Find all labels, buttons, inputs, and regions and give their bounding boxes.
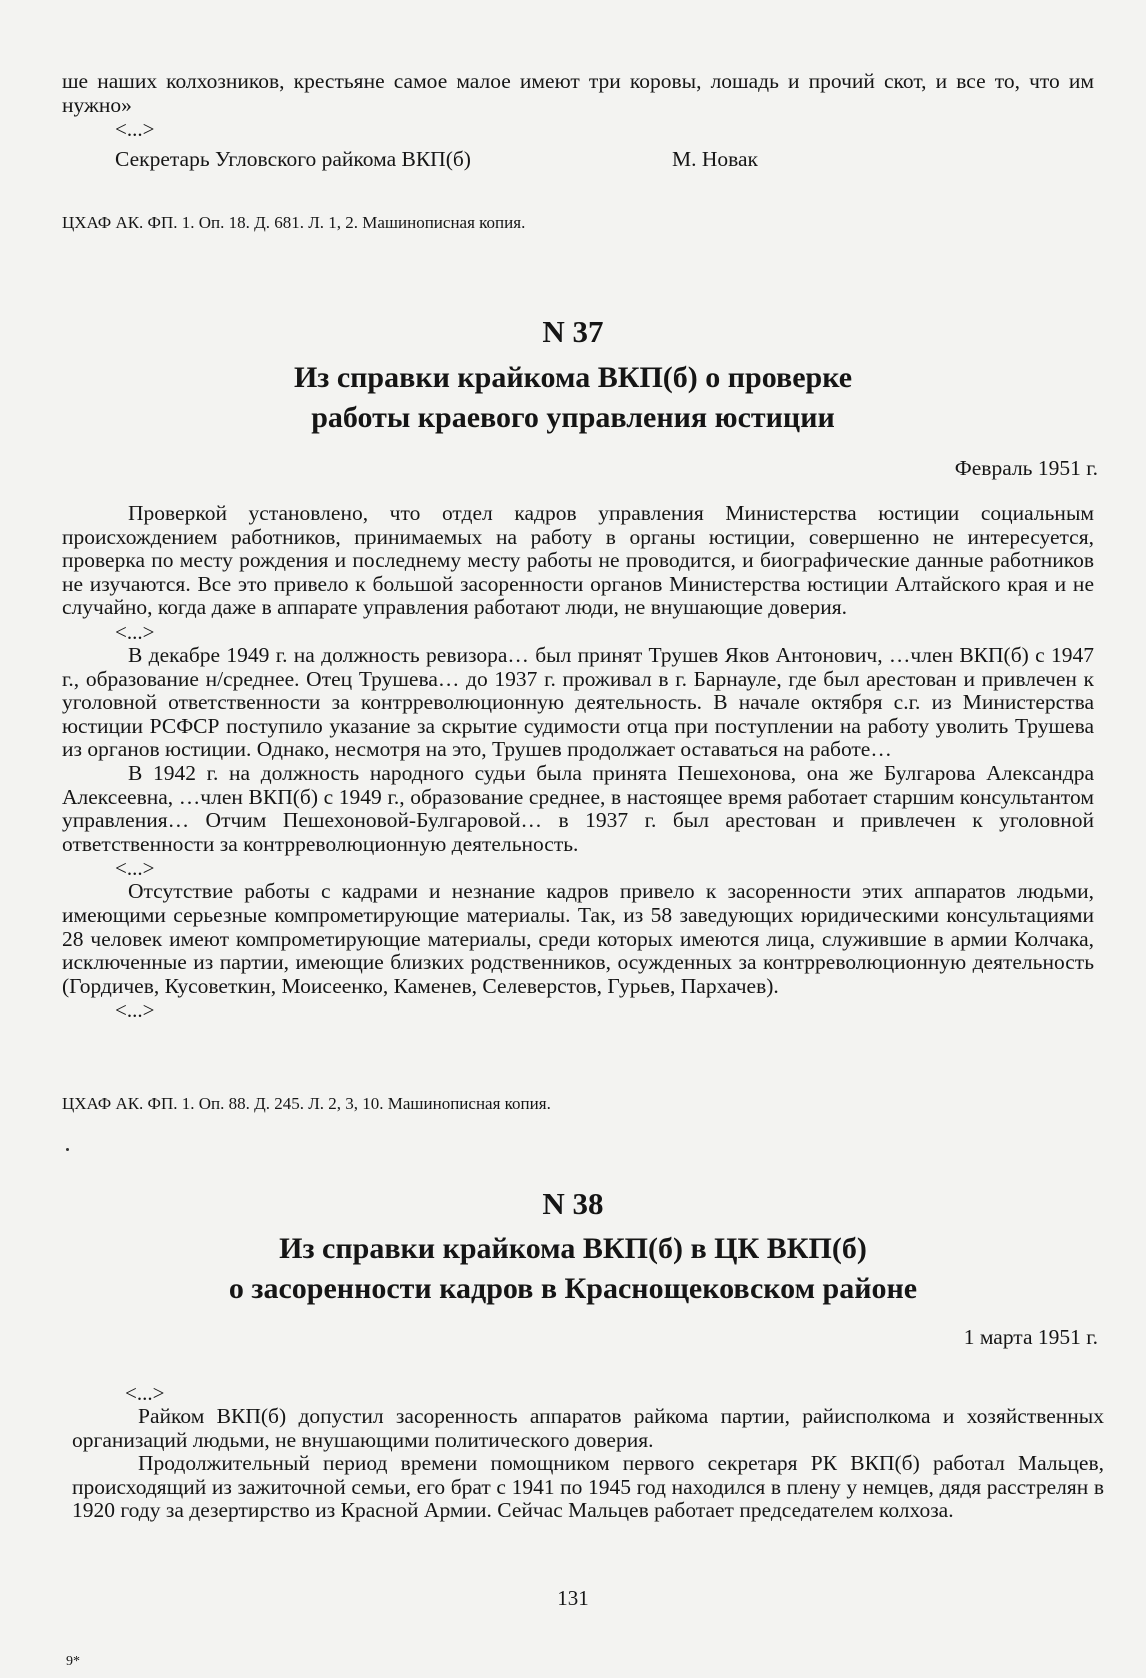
document-body-37: [62, 502, 1094, 1022]
document-body-38: [72, 1381, 1104, 1523]
ellipsis: <...>: [115, 856, 155, 881]
ellipsis: <...>: [115, 998, 155, 1023]
document-title-38-line1: Из справки крайкома ВКП(б) в ЦК ВКП(б): [279, 1232, 867, 1265]
paragraph: Райком ВКП(б) допустил засоренность аппаратов райкома партии, райисполкома и хозяйственных организаций людьми, не внушающими политического доверия.: [72, 1404, 1104, 1452]
signature-name: М. Новак: [672, 147, 758, 172]
document-number-37: N 37: [542, 314, 604, 349]
paragraph: Продолжительный период времени помощником первого секретаря РК ВКП(б) работал Мальцев, происходящий из зажиточной семьи, его брат с 1941 по 1945 год находился в плену у немцев, дядя расстрелян в 1920 году за дезертирство из Красной Армии. Сейчас Мальцев работает председателем колхоза.: [72, 1451, 1104, 1523]
paragraph: В декабре 1949 г. на должность ревизора… был принят Трушев Яков Антонович, …член ВКП(б) с 1947 г., образование н/среднее. Отец Трушева… до 1937 г. проживал в г. Барнауле, где был арестован и привлечен к уголовной ответственности за контрреволюционную деятельность. В начале октября с.г. из Министерства юстиции РСФСР поступило указание за скрытие судимости отца при поступлении на работу уволить Трушева из органов юстиции. Однако, несмотря на это, Трушев продолжает оставаться на работе…: [62, 642, 1094, 762]
ellipsis: <...>: [115, 619, 155, 644]
signature-role: Секретарь Угловского райкома ВКП(б): [115, 147, 471, 172]
document-title-37-line1: Из справки крайкома ВКП(б) о проверке: [293, 361, 853, 394]
paragraph: Проверкой установлено, что отдел кадров управления Министерства юстиции социальным происхождением работников, принимаемых на работу в органы юстиции, совершенно не интересуется, проверка по месту рождения и последнему месту работы не проводится, и биографические данные работников не изучаются. Все это привело к большой засоренности органов Министерства юстиции Алтайского края и не случайно, когда даже в аппарате управления работают люди, не внушающие доверия.: [62, 501, 1094, 620]
fragment-text: ше наших колхозников, крестьяне самое малое имеют три коровы, лошадь и прочий скот, и все то, что им нужно»: [62, 69, 1094, 117]
stray-mark: [66, 1148, 69, 1151]
sheet-signature-mark: 9*: [66, 1654, 80, 1669]
document-number-38: N 38: [542, 1186, 604, 1221]
paragraph: Отсутствие работы с кадрами и незнание кадров привело к засоренности этих аппаратов людьми, имеющими серьезные компрометирующие материалы. Так, из 58 заведующих юридическими консультациями 28 человек имеют компрометирующие материалы, среди которых имеются лица, служившие в армии Колчака, исключенные из партии, имеющие близких родственников, осужденных за контрреволюционную деятельность (Гордичев, Кусоветкин, Моисеенко, Каменев, Селеверстов, Гурьев, Пархачев).: [62, 879, 1094, 998]
signature: [62, 147, 1094, 171]
source-note-top: [62, 212, 1094, 234]
top-fragment: [62, 70, 1094, 171]
document-title-37-line2: работы краевого управления юстиции: [311, 401, 835, 434]
source-note-37: [62, 1093, 1094, 1115]
archive-reference: ЦХАФ АК. ФП. 1. Оп. 18. Д. 681. Л. 1, 2. Машинописная копия.: [62, 213, 526, 232]
document-date-37: Февраль 1951 г.: [954, 456, 1098, 480]
ellipsis: <...>: [125, 1381, 165, 1405]
document-date-38: 1 марта 1951 г.: [963, 1325, 1098, 1349]
ellipsis: <...>: [115, 117, 155, 142]
page-number: 131: [557, 1586, 589, 1610]
paragraph: В 1942 г. на должность народного судьи была принята Пешехонова, она же Булгарова Александра Алексеевна, …член ВКП(б) с 1949 г., образование среднее, в настоящее время работает старшим консультантом управления… Отчим Пешехоновой-Булгаровой… в 1937 г. был арестован и привлечен к уголовной ответственности за контрреволюционную деятельность.: [62, 760, 1094, 856]
archive-reference: ЦХАФ АК. ФП. 1. Оп. 88. Д. 245. Л. 2, 3, 10. Машинописная копия.: [62, 1094, 551, 1113]
document-title-38-line2: о засоренности кадров в Краснощековском районе: [228, 1272, 918, 1305]
